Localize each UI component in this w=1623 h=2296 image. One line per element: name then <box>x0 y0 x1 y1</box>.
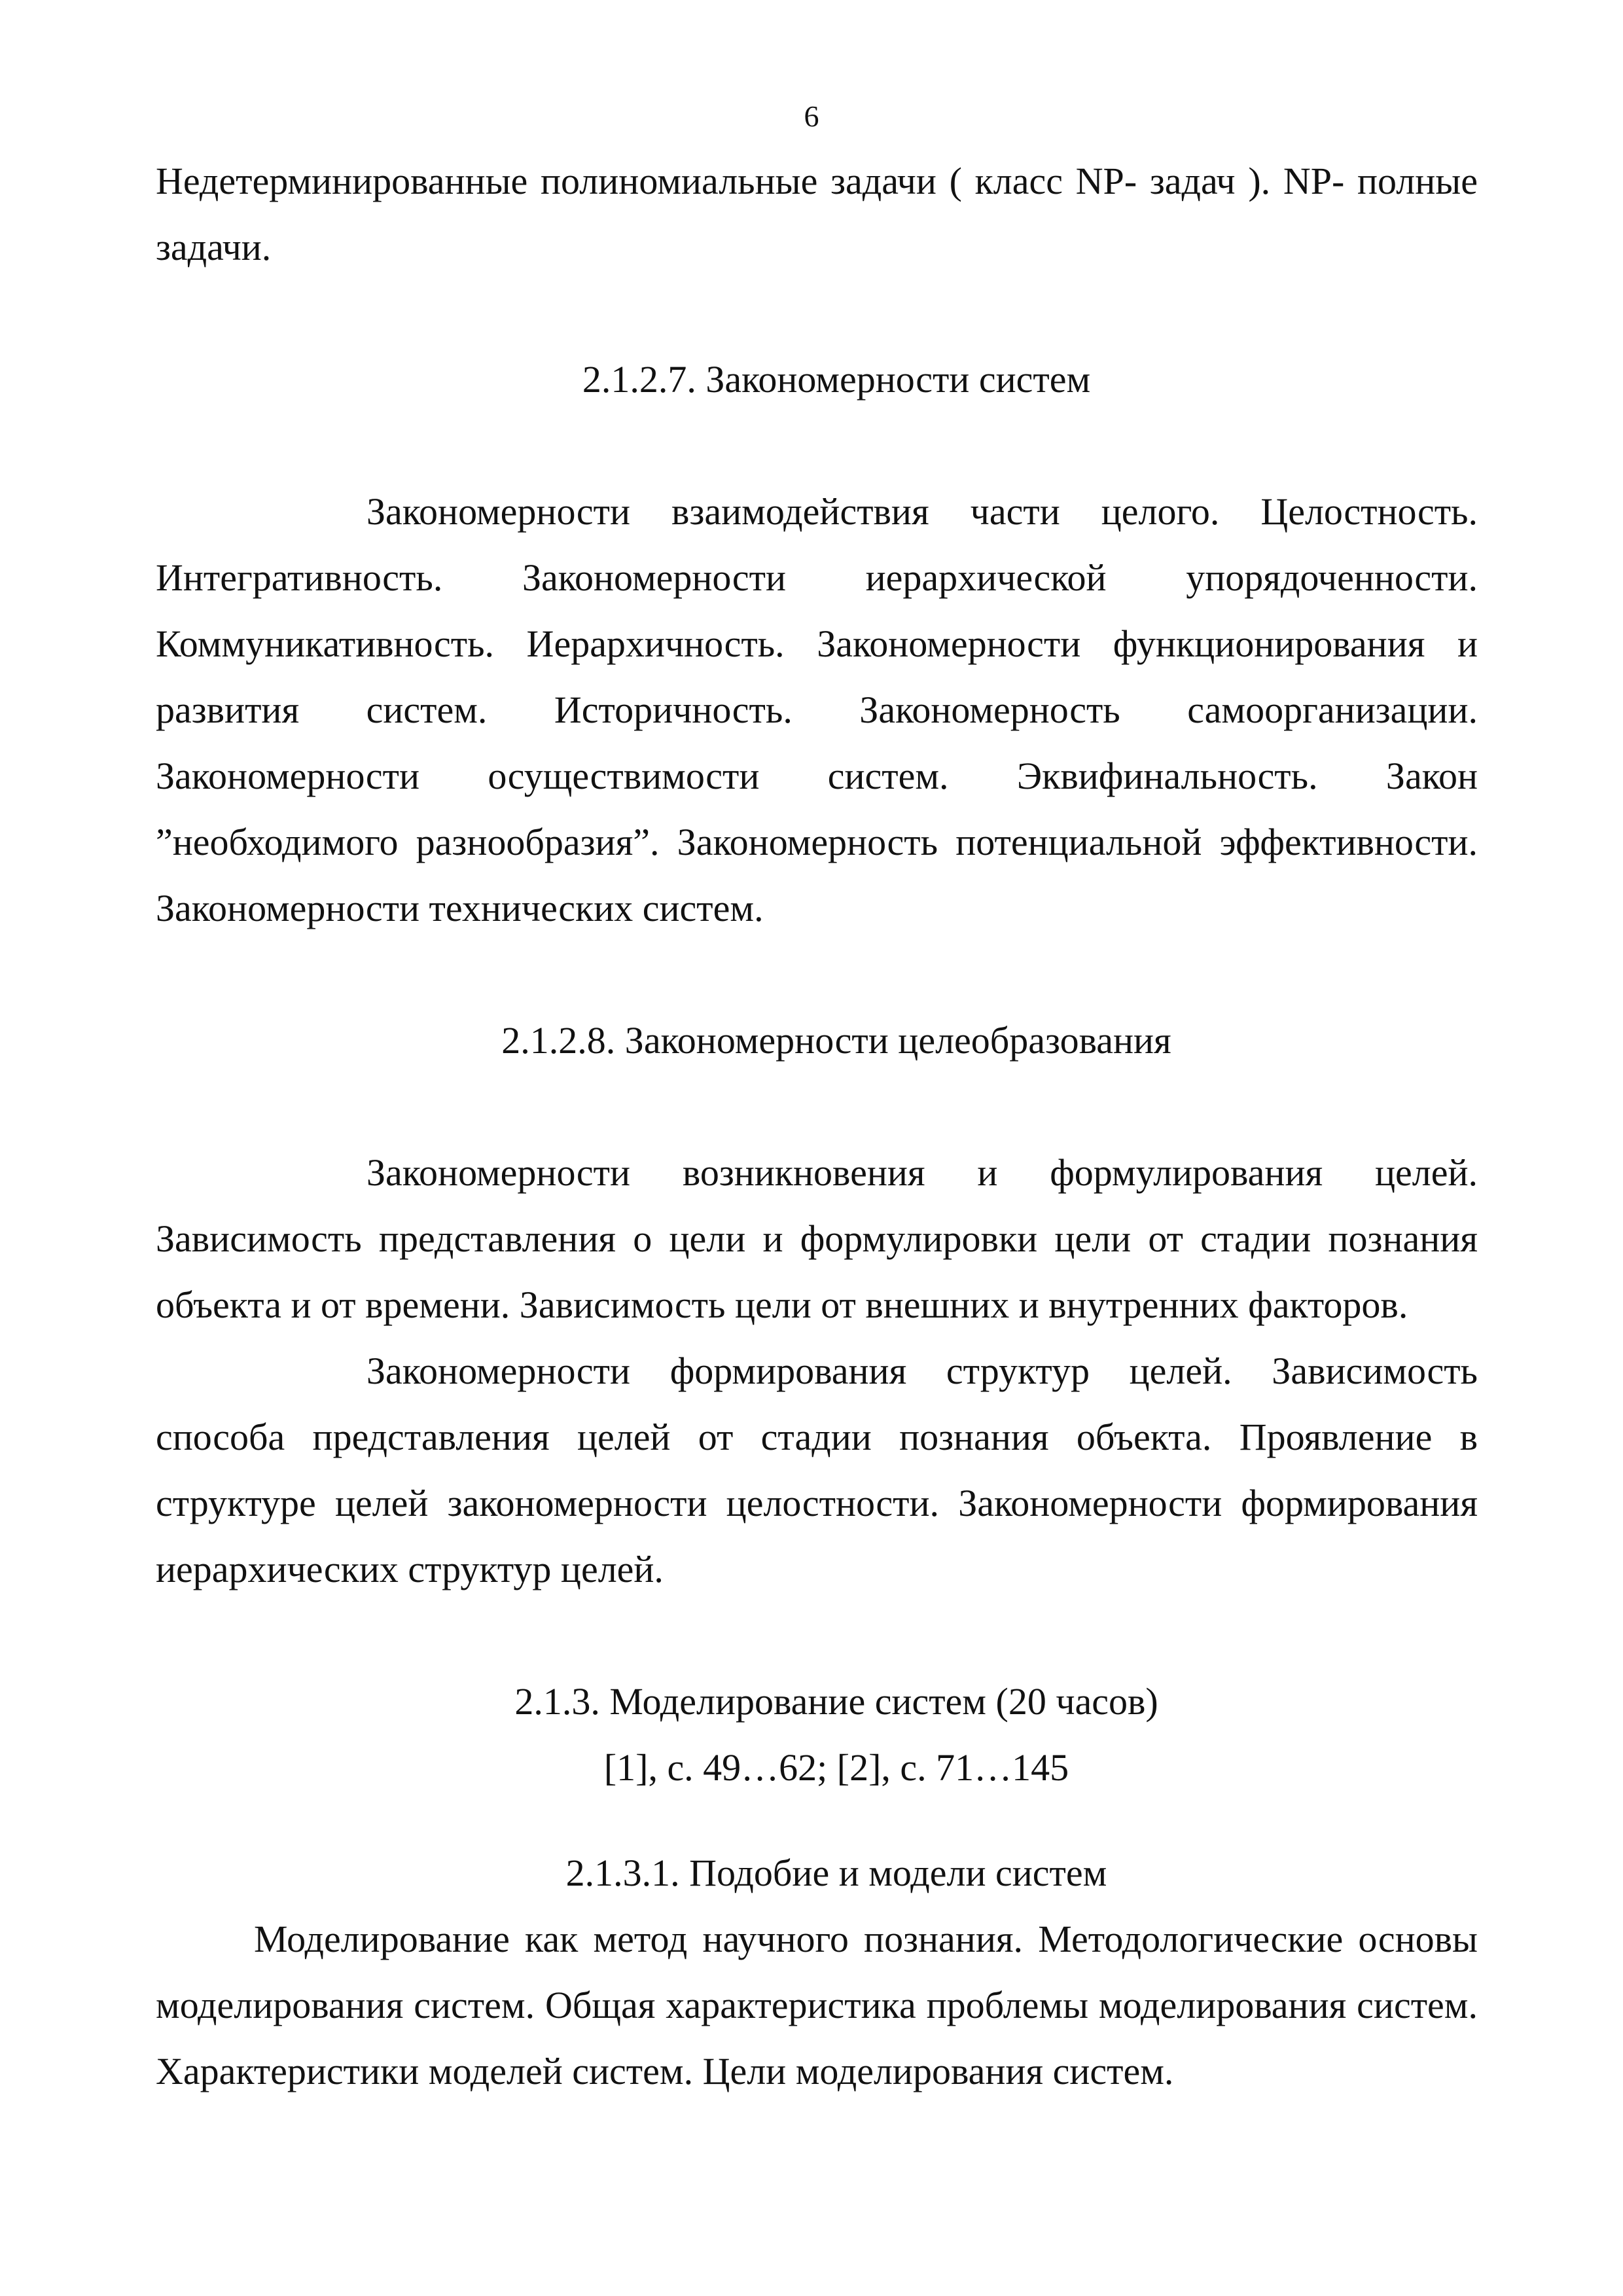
paragraph-2128-second: Закономерности формирования структур целей. Зависимость способа представления целей от стадии познания объекта. Проявление в структуре целей закономерности целостности. Закономерности формирования иерархических структур целей. <box>156 1350 1478 1590</box>
paragraph-2127: Закономерности взаимодействия части целого. Целостность. Интегративность. Закономерности иерархической упорядоченности. Коммуникативность. Иерархичность. Закономерности функционирования и развития систем. Историчность. Закономерность самоорганизации. Закономерности осуществимости систем. Эквифинальность. Закон ”необходимого разнообразия”. Закономерность потенциальной эффективности. Закономерности технических систем. <box>156 490 1478 929</box>
spacer <box>156 941 1478 1007</box>
intro-paragraph: Недетерминированные полиномиальные задачи ( класс NP- задач ). NP- полные задачи. <box>156 160 1478 268</box>
spacer <box>156 280 1478 346</box>
spacer <box>156 1801 1478 1840</box>
section-heading-213: 2.1.3. Моделирование систем (20 часов) <box>514 1680 1158 1723</box>
spacer <box>156 1073 1478 1139</box>
spacer <box>156 1602 1478 1668</box>
section-heading-2131: 2.1.3.1. Подобие и модели систем <box>565 1852 1107 1894</box>
section-heading-2128: 2.1.2.8. Закономерности целеобразования <box>501 1019 1171 1062</box>
spacer <box>156 412 1478 478</box>
section-heading-2127: 2.1.2.7. Закономерности систем <box>582 358 1091 401</box>
paragraph-2128-first: Закономерности возникновения и формулирования целей. Зависимость представления о цели и формулировки цели от стадии познания объекта и от времени. Зависимость цели от внешних и внутренних факторов. <box>156 1151 1478 1326</box>
text-column <box>156 148 1478 2104</box>
section-213-references: [1], с. 49…62; [2], с. 71…145 <box>603 1746 1069 1789</box>
page-number: 6 <box>804 99 819 133</box>
paragraph-2131: Моделирование как метод научного познания. Методологические основы моделирования систем. Общая характеристика проблемы моделирования систем. Характеристики моделей систем. Цели моделирования систем. <box>156 1918 1478 2092</box>
